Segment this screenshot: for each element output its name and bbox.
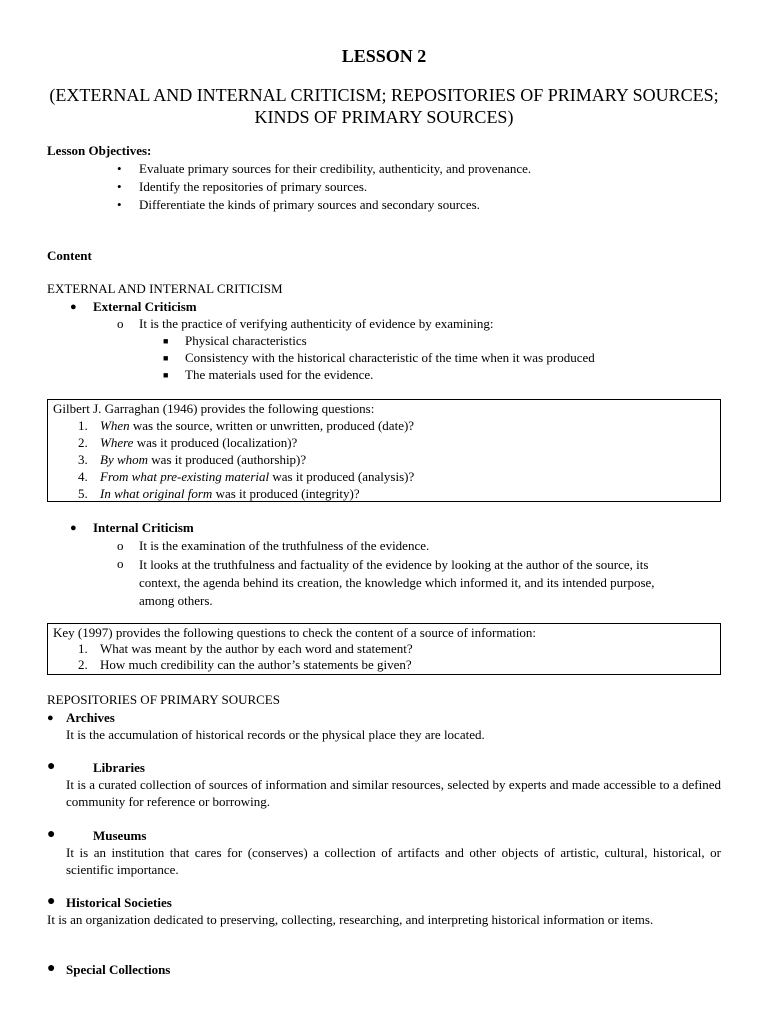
repository-description: It is an institution that cares for (conserves) a collection of artifacts and other objects of artistic, cultural, historical, or scientific importance. bbox=[66, 845, 721, 877]
key-intro: Key (1997) provides the following questions to check the content of a source of information: bbox=[53, 625, 537, 640]
bullet-icon: • bbox=[117, 179, 122, 194]
filled-circle-bullet-icon: ● bbox=[47, 827, 56, 842]
question-number: 3. bbox=[78, 452, 88, 467]
repositories-heading: REPOSITORIES OF PRIMARY SOURCES bbox=[47, 692, 280, 707]
objectives-heading: Lesson Objectives: bbox=[47, 143, 152, 158]
hollow-circle-bullet-icon: o bbox=[117, 316, 124, 331]
repository-title: Museums bbox=[93, 828, 147, 843]
objective-item: Differentiate the kinds of primary sources and secondary sources. bbox=[139, 197, 480, 212]
lesson-title: LESSON 2 bbox=[341, 46, 427, 66]
square-bullet-icon: ■ bbox=[163, 370, 169, 380]
filled-circle-bullet-icon: ● bbox=[47, 712, 54, 724]
question-text: In what original form was it produced (integrity)? bbox=[100, 486, 360, 501]
filled-circle-bullet-icon: ● bbox=[70, 301, 77, 313]
hollow-circle-bullet-icon: o bbox=[117, 538, 124, 553]
objective-item: Identify the repositories of primary sources. bbox=[139, 179, 368, 194]
criticism-heading: EXTERNAL AND INTERNAL CRITICISM bbox=[47, 281, 283, 296]
repository-title: Historical Societies bbox=[66, 895, 172, 910]
repository-title: Archives bbox=[66, 710, 115, 725]
external-criticism-title: External Criticism bbox=[93, 299, 197, 314]
bullet-icon: • bbox=[117, 161, 122, 176]
question-number: 4. bbox=[78, 469, 88, 484]
external-criticism-item: Physical characteristics bbox=[185, 333, 307, 348]
question-number: 1. bbox=[78, 641, 88, 656]
question-number: 1. bbox=[78, 418, 88, 433]
repository-description: It is the accumulation of historical records or the physical place they are located. bbox=[66, 727, 485, 742]
question-text: Where was it produced (localization)? bbox=[100, 435, 298, 450]
question-number: 5. bbox=[78, 486, 88, 501]
question-text: When was the source, written or unwritten, produced (date)? bbox=[100, 418, 415, 433]
repository-title: Special Collections bbox=[66, 962, 171, 977]
filled-circle-bullet-icon: ● bbox=[70, 522, 77, 534]
square-bullet-icon: ■ bbox=[163, 336, 169, 346]
objective-item: Evaluate primary sources for their credibility, authenticity, and provenance. bbox=[139, 161, 532, 176]
question-text: By whom was it produced (authorship)? bbox=[100, 452, 307, 467]
internal-criticism-item: It looks at the truthfulness and factuality of the evidence by looking at the author of the source, its context, the agenda behind its creation, the knowledge which informed it, and its intended purpose, among others. bbox=[139, 557, 655, 608]
filled-circle-bullet-icon: ● bbox=[47, 961, 56, 976]
internal-criticism-item: It is the examination of the truthfulness of the evidence. bbox=[139, 538, 430, 553]
filled-circle-bullet-icon: ● bbox=[47, 759, 56, 774]
garraghan-intro: Gilbert J. Garraghan (1946) provides the following questions: bbox=[53, 401, 375, 416]
internal-criticism-title: Internal Criticism bbox=[93, 520, 194, 535]
square-bullet-icon: ■ bbox=[163, 353, 169, 363]
content-heading: Content bbox=[47, 248, 92, 263]
repository-description: It is a curated collection of sources of information and similar resources, selected by experts and made accessible to a defined community for reference or borrowing. bbox=[66, 777, 721, 809]
external-criticism-definition: It is the practice of verifying authenticity of evidence by examining: bbox=[139, 316, 494, 331]
repository-title: Libraries bbox=[93, 760, 145, 775]
bullet-icon: • bbox=[117, 197, 122, 212]
lesson-subtitle: (EXTERNAL AND INTERNAL CRITICISM; REPOSITORIES OF PRIMARY SOURCES; KINDS OF PRIMARY SOURCES) bbox=[49, 85, 719, 127]
question-text: From what pre-existing material was it produced (analysis)? bbox=[100, 469, 415, 484]
question-number: 2. bbox=[78, 435, 88, 450]
question-number: 2. bbox=[78, 657, 88, 672]
repository-description: It is an organization dedicated to preserving, collecting, researching, and interpreting historical information or items. bbox=[47, 912, 654, 927]
filled-circle-bullet-icon: ● bbox=[47, 894, 56, 909]
external-criticism-item: Consistency with the historical characteristic of the time when it was produced bbox=[185, 350, 595, 365]
question-text: What was meant by the author by each word and statement? bbox=[100, 641, 413, 656]
question-text: How much credibility can the author’s statements be given? bbox=[100, 657, 412, 672]
hollow-circle-bullet-icon: o bbox=[117, 556, 124, 571]
external-criticism-item: The materials used for the evidence. bbox=[185, 367, 374, 382]
